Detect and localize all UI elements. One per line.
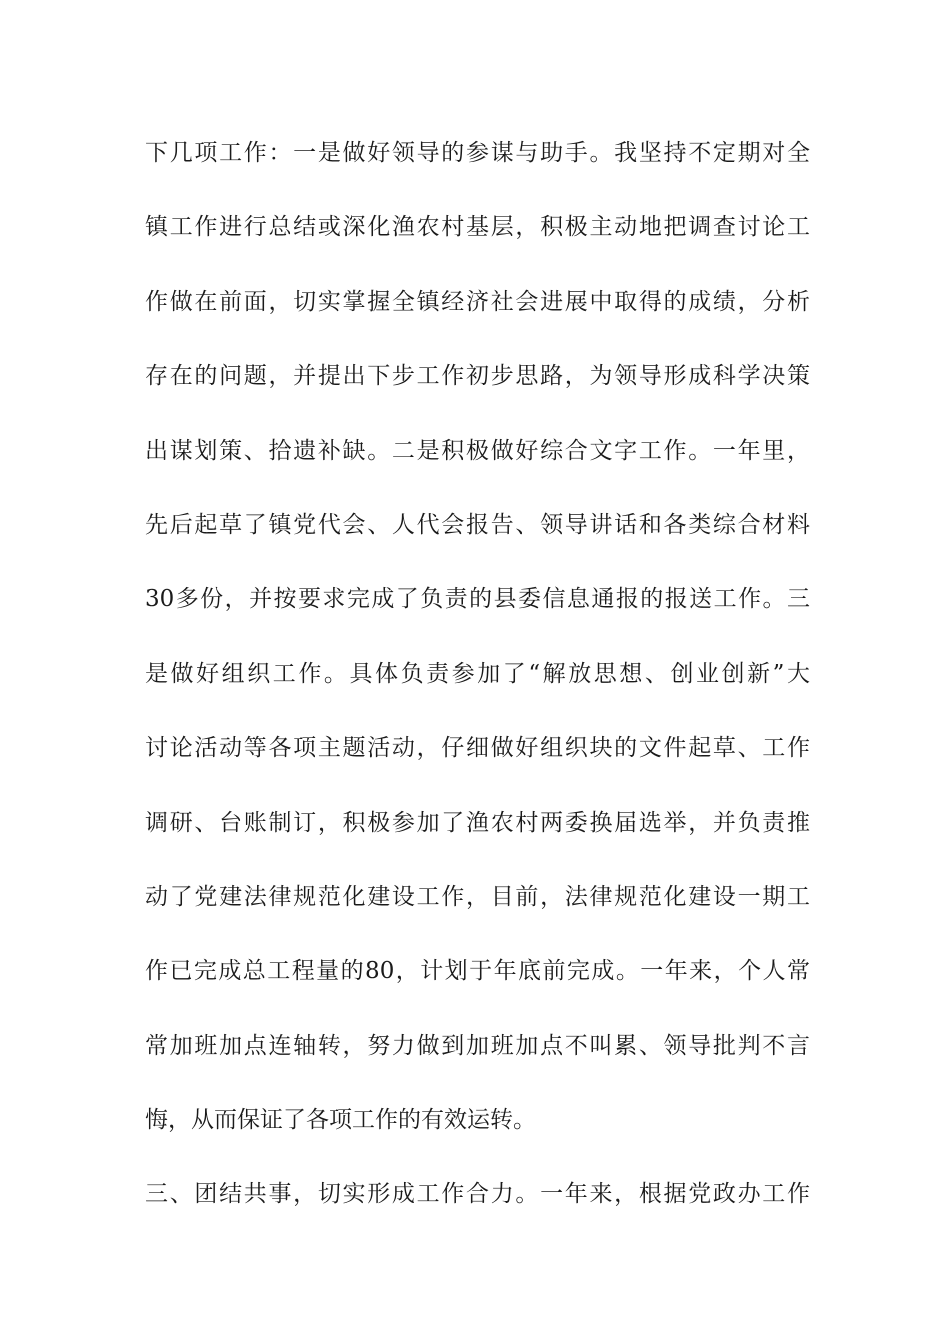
text-line: 镇工作进行总结或深化渔农村基层，积极主动地把调查讨论工 [145, 214, 810, 241]
text-line: 作已完成总工程量的80，计划于年底前完成。一年来，个人常 [145, 958, 810, 985]
text-line: 先后起草了镇党代会、人代会报告、领导讲话和各类综合材料 [145, 511, 810, 538]
text-line: 作做在前面，切实掌握全镇经济社会进展中取得的成绩，分析 [145, 288, 810, 315]
text-line: 出谋划策、拾遗补缺。二是积极做好综合文字工作。一年里， [145, 437, 810, 464]
text-line: 动了党建法律规范化建设工作，目前，法律规范化建设一期工 [145, 883, 810, 910]
text-line: 调研、台账制订，积极参加了渔农村两委换届选举，并负责推 [145, 809, 810, 836]
section-heading-line: 三、团结共事，切实形成工作合力。一年来，根据党政办工作 [145, 1181, 810, 1208]
text-line: 下几项工作：一是做好领导的参谋与助手。我坚持不定期对全 [145, 140, 810, 166]
body-text [145, 128, 810, 1244]
text-line: 讨论活动等各项主题活动，仔细做好组织块的文件起草、工作 [145, 735, 810, 762]
text-line: 常加班加点连轴转，努力做到加班加点不叫累、领导批判不言 [145, 1032, 810, 1059]
text-line: 是做好组织工作。具体负责参加了“解放思想、创业创新”大 [145, 660, 810, 687]
text-line: 悔，从而保证了各项工作的有效运转。 [145, 1107, 536, 1134]
text-line: 30多份，并按要求完成了负责的县委信息通报的报送工作。三 [145, 586, 810, 613]
text-line: 存在的问题，并提出下步工作初步思路，为领导形成科学决策 [145, 363, 810, 390]
